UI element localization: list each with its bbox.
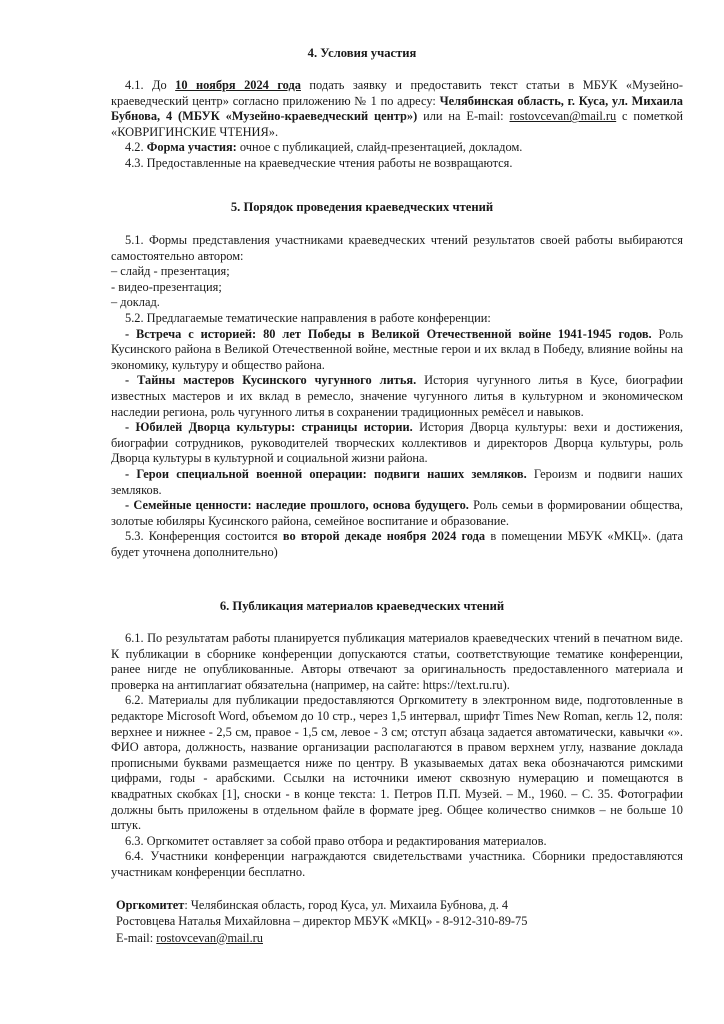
paragraph-4-3: 4.3. Предоставленные на краеведческие чтения работы не возвращаются. [125, 155, 513, 170]
section-6-title: 6. Публикация материалов краеведческих чтений [219, 599, 505, 613]
topic-title: - Встреча с историей: 80 лет Победы в Великой Отечественной войне 1941-1945 годов. [125, 326, 652, 341]
org-contact: Ростовцева Наталья Михайловна – директор МБУК «МКЦ» - 8-912-310-89-75 [116, 914, 528, 929]
org-text: : Челябинская область, город Куса, ул. Михаила Бубнова, д. 4 [184, 898, 509, 912]
deadline-date: 10 ноября 2024 года [175, 78, 301, 92]
paragraph-5-1: 5.1. Формы представления участниками краеведческих чтений результатов своей работы выбираются самостоятельно автором: [111, 233, 683, 263]
text: с пометкой «КОВРИГИНСКИЕ ЧТЕНИЯ». [111, 109, 683, 139]
paragraph-5-3 [111, 529, 683, 560]
paragraph-6-4: 6.4. Участники конференции награждаются свидетельствами участника. Сборники предоставляются участникам конференции бесплатно. [111, 849, 683, 879]
text: очное с публикацией, слайд-презентацией, докладом. [236, 140, 523, 155]
conference-date: во второй декаде ноября 2024 года [282, 529, 486, 544]
topic-title: - Тайны мастеров Кусинского чугунного литья. [125, 373, 417, 388]
email-link[interactable]: rostovcevan@mail.ru [156, 930, 263, 945]
section-6-body [111, 631, 683, 881]
topic-3 [111, 420, 683, 467]
topic-text: Роль семьи в формировании общества, золотые юбиляры Кусинского района, семейное воспитание и образование. [111, 498, 684, 528]
email-link[interactable]: rostovcevan@mail.ru [509, 109, 617, 124]
email-label: E-mail: [116, 930, 157, 945]
section-4-title: 4. Условия участия [307, 46, 417, 60]
topic-text: Роль Кусинского района в Великой Отечественной войне, местные герои и их вклад в Победу, влияние войны на экономику, культуру и общество района. [111, 326, 684, 372]
organizing-committee [116, 897, 676, 946]
paragraph-6-2: 6.2. Материалы для публикации предоставляются Оргкомитету в электронном виде, подготовленные в редакторе Microsoft Word, объемом до 10 стр., через 1,5 интервал, шрифт Times New Roman, кегль 12, поля: верхнее и нижнее - 2,5 см, правое - 1,5 см, левое - 3 см; отступ абзаца задается автоматически, кавычки «». ФИО автора, должность, название организации располагаются в правом верхнем углу, название доклада прописными буквами размещается ниже по центру. В указываемых датах века обозначаются римскими цифрами, годы - арабскими. Ссылки на источники имеют сквозную нумерацию и помещаются в квадратных скобках [1], сноски - в конце текста: 1. Петров П.П. Музей. – М., 1960. – С. 35. Фотографии должны быть приложены в отдельном файле в формате jpeg. Общее количество снимков – не больше 10 штук. [111, 693, 683, 833]
text: подать заявку и предоставить текст статьи в МБУК «Музейно-краеведческий центр» согласно приложению № 1 по адресу: [111, 78, 683, 108]
topic-text: История Дворца культуры: вехи и достижения, биографии сотрудников, руководителей творческих коллективов и директоров Дворца культуры, роль Дворца культуры в культурной и социальной жизни района. [111, 420, 683, 466]
paragraph-6-1: 6.1. По результатам работы планируется публикация материалов краеведческих чтений в печатном виде. К публикации в сборнике конференции допускаются статьи, соответствующие тематике конференции, ранее нигде не опубликованные. Авторы отвечают за оригинальность предоставленного материала и проверка на антиплагиат обязательна (например, на сайте: https://text.ru.ru). [111, 631, 683, 692]
topic-title: - Юбилей Дворца культуры: страницы истории. [125, 420, 413, 435]
paragraph-5-2: 5.2. Предлагаемые тематические направления в работе конференции: [125, 310, 491, 325]
text: в помещении МБУК «МКЦ». (дата будет уточнена дополнительно) [111, 529, 683, 559]
section-4-body [111, 78, 683, 172]
section-5-title: 5. Порядок проведения краеведческих чтений [230, 200, 494, 214]
paragraph-4-2 [111, 140, 683, 156]
topic-2 [111, 373, 683, 420]
org-address [116, 897, 676, 913]
org-email [116, 930, 676, 946]
topic-5 [111, 498, 683, 529]
address: Челябинская область, г. Куса, ул. Михаила Бубнова, 4 (МБУК «Музейно-краеведческий центр») [111, 93, 683, 124]
topic-title: - Семейные ценности: наследие прошлого, основа будущего. [125, 498, 469, 513]
section-5-body [111, 233, 683, 560]
paragraph-4-1 [111, 78, 683, 140]
topic-title: - Герои специальной военной операции: подвиги наших земляков. [125, 466, 527, 481]
text: 5.3. Конференция состоится [125, 529, 283, 544]
list-item: – доклад. [111, 295, 160, 310]
org-label: Оргкомитет [116, 898, 185, 912]
participation-form-label: Форма участия: [146, 140, 237, 155]
paragraph-6-3: 6.3. Оргкомитет оставляет за собой право отбора и редактирования материалов. [125, 833, 547, 848]
text: или на E-mail: [417, 109, 510, 124]
topic-1 [111, 327, 683, 374]
text: 4.2. [125, 140, 147, 155]
list-item: – слайд - презентация; [111, 264, 230, 279]
topic-text: История чугунного литья в Кусе, биографии известных мастеров и их вклад в ремесло, значение чугунного литья в культурном и экономическом наследии региона, роль чугунного литья в сохранении традиционных ремёсел и навыков. [111, 373, 683, 419]
topic-text: Героизм и подвиги наших земляков. [111, 466, 683, 497]
topic-4 [111, 467, 683, 498]
list-item: - видео-презентация; [111, 279, 222, 294]
text: 4.1. До [125, 78, 176, 92]
